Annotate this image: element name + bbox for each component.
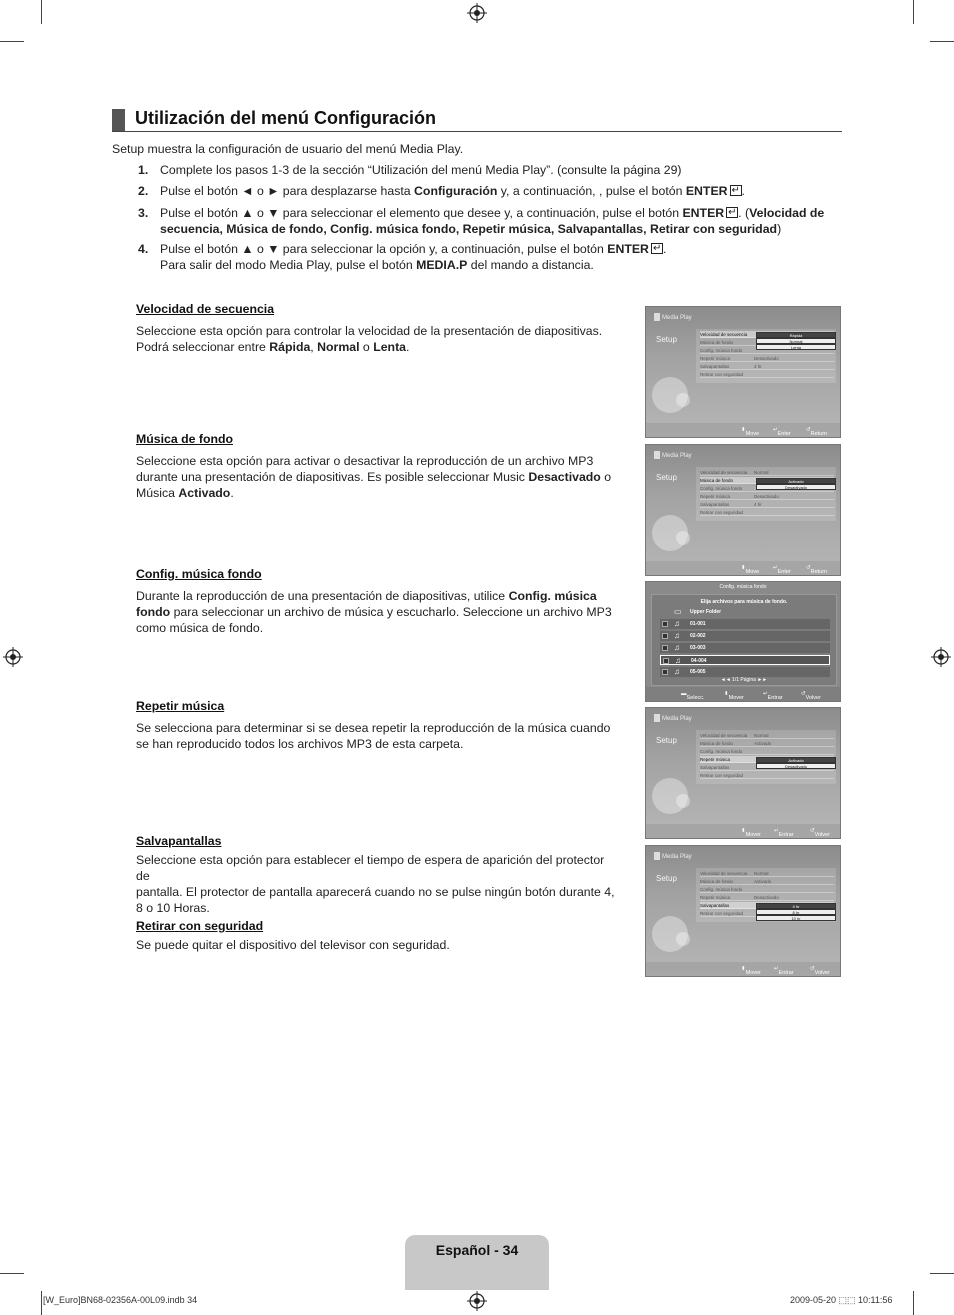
option-item[interactable]: Activado xyxy=(756,757,836,763)
return-hint: ↺ Return xyxy=(806,427,828,437)
gear-icon xyxy=(676,932,690,946)
menu-row[interactable]: Repetir música Desactivado xyxy=(700,894,834,901)
menu-row[interactable]: Salvapantallas xyxy=(700,902,834,909)
step-text: Complete los pasos 1-3 de la sección “Utilización del menú Media Play”. (consulte la página 29) xyxy=(160,163,682,177)
menu-row[interactable]: Config. música fondo xyxy=(700,886,834,893)
option-item[interactable]: 4 hr xyxy=(756,903,836,909)
checkbox[interactable] xyxy=(662,633,668,639)
setup-label: Setup xyxy=(656,473,677,482)
menu-row[interactable]: Salvapantallas 4 hr xyxy=(700,363,834,370)
file-row[interactable]: ♫ 03-003 xyxy=(660,643,830,653)
menu-row[interactable]: Velocidad de secuencia Normal xyxy=(700,870,834,877)
move-hint: ⬍ Mover xyxy=(724,691,744,701)
step-text: Pulse el botón ▲ o ▼ para seleccionar la opción y, a continuación, pulse el botón ENTER↵ . Para salir del modo Media Play, pulse el botón MEDIA.P del mando a distancia. xyxy=(160,241,840,273)
menu-row[interactable]: Retirar con seguridad xyxy=(700,910,834,917)
menu-row[interactable]: Salvapantallas xyxy=(700,764,834,771)
move-hint: ⬍ Move xyxy=(741,565,760,575)
enter-hint: ↵ Entrar xyxy=(774,966,794,976)
setup-label: Setup xyxy=(656,335,677,344)
crop-mark xyxy=(0,1273,24,1274)
file-row[interactable]: ♫ 01-001 xyxy=(660,619,830,629)
browser-subtitle: Elija archivos para música de fondo. xyxy=(700,599,788,605)
media-play-logo: Media Play xyxy=(654,852,692,860)
screen-velocidad xyxy=(645,306,841,438)
return-hint: ↺ Return xyxy=(806,565,828,575)
screen-musica xyxy=(645,444,841,576)
crop-mark xyxy=(930,1273,954,1274)
menu-row[interactable]: Retirar con seguridad xyxy=(700,509,834,516)
screen-footer xyxy=(646,962,840,976)
move-hint: ⬍ Mover xyxy=(741,828,761,838)
gear-icon xyxy=(676,794,690,808)
checkbox[interactable] xyxy=(662,621,668,627)
crop-mark xyxy=(930,41,954,42)
menu-row[interactable]: Config. música fondo xyxy=(700,748,834,755)
menu-row[interactable]: Config. música fondo xyxy=(700,485,834,492)
checkbox[interactable] xyxy=(662,645,668,651)
section-body-velocidad: Seleccione esta opción para controlar la velocidad de la presentación de diapositivas. Podrá seleccionar entre Rápida, Normal o Lenta. xyxy=(136,324,603,354)
registration-mark-icon xyxy=(3,647,23,667)
option-item[interactable]: Desactivado xyxy=(756,484,836,490)
menu-row[interactable]: Salvapantallas 4 hr xyxy=(700,501,834,508)
menu-row[interactable]: Retirar con seguridad xyxy=(700,772,834,779)
registration-mark-icon xyxy=(931,647,951,667)
section-heading-repetir: Repetir música xyxy=(136,699,225,713)
file-row[interactable]: ♫ 05-005 xyxy=(660,667,830,677)
option-item[interactable]: Activado xyxy=(756,478,836,484)
section-heading-musica: Música de fondo xyxy=(136,432,234,446)
gear-icon xyxy=(676,393,690,407)
screen-footer xyxy=(646,824,840,838)
enter-icon xyxy=(730,185,742,196)
crop-mark xyxy=(913,1291,914,1315)
file-row[interactable]: ♫ 02-002 xyxy=(660,631,830,641)
enter-icon xyxy=(726,207,738,218)
option-item[interactable]: Rápida xyxy=(756,332,836,338)
gear-icon xyxy=(676,531,690,545)
menu-row[interactable]: Velocidad de secuencia Normal xyxy=(700,732,834,739)
crop-mark xyxy=(0,41,24,42)
crop-mark xyxy=(41,0,42,24)
option-item[interactable]: 10 hr xyxy=(756,915,836,921)
step-number: 2. xyxy=(138,184,149,198)
media-play-logo: Media Play xyxy=(654,714,692,722)
menu-row[interactable]: Retirar con seguridad xyxy=(700,371,834,378)
browser-title: Config. música fondo xyxy=(719,584,767,590)
menu-row[interactable]: Repetir música Desactivado xyxy=(700,493,834,500)
media-play-logo: Media Play xyxy=(654,313,692,321)
menu-row[interactable]: Música de fondo Activado xyxy=(700,740,834,747)
menu-row[interactable]: Música de fondo xyxy=(700,477,834,484)
section-heading-config: Config. música fondo xyxy=(136,567,262,581)
folder-icon: ▭ xyxy=(674,607,682,616)
setup-label: Setup xyxy=(656,874,677,883)
section-body-config: Durante la reproducción de una presentación de diapositivas, utilice Config. música fondo para seleccionar un archivo de música y escucharlo. Seleccione un archivo MP3 como música de fondo. xyxy=(136,589,612,635)
section-body-musica: Seleccione esta opción para activar o desactivar la reproducción de un archivo MP3 durante una presentación de diapositivas. Es posible seleccionar Music Desactivado o Música Activado. xyxy=(136,454,612,500)
music-note-icon: ♫ xyxy=(675,656,681,665)
screen-footer xyxy=(646,561,840,575)
title-divider xyxy=(112,131,842,132)
option-item[interactable]: Normal xyxy=(756,338,836,344)
enter-hint: ↵ Enter xyxy=(773,565,791,575)
page-title: Utilización del menú Configuración xyxy=(135,108,437,128)
move-hint: ⬍ Mover xyxy=(741,966,761,976)
enter-icon xyxy=(651,243,663,254)
option-item[interactable]: Lenta xyxy=(756,344,836,350)
return-hint: ↺ Volver xyxy=(810,828,830,838)
select-hint: ▬ Selecc. xyxy=(681,691,705,701)
file-row[interactable]: ♫ 04-004 xyxy=(660,655,830,665)
screen-footer xyxy=(646,423,840,437)
music-note-icon: ♫ xyxy=(674,619,680,628)
return-hint: ↺ Volver xyxy=(801,691,821,701)
section-body-retirar: Se puede quitar el dispositivo del televisor con seguridad. xyxy=(136,938,450,952)
file-browser xyxy=(651,594,837,686)
enter-hint: ↵ Entrar xyxy=(763,691,783,701)
registration-mark-icon xyxy=(467,1291,487,1311)
setup-label: Setup xyxy=(656,736,677,745)
menu-row[interactable]: Repetir música xyxy=(700,756,834,763)
menu-row[interactable]: Repetir música Desactivado xyxy=(700,355,834,362)
step-number: 1. xyxy=(138,163,149,177)
enter-hint: ↵ Enter xyxy=(773,427,791,437)
checkbox[interactable] xyxy=(663,658,669,664)
screen-salvapantallas xyxy=(645,845,841,977)
step-number: 3. xyxy=(138,206,149,220)
registration-mark-icon xyxy=(467,3,487,23)
music-note-icon: ♫ xyxy=(674,643,680,652)
menu-row[interactable]: Música de fondo xyxy=(700,339,834,346)
step-text: Pulse el botón ◄ o ► para desplazarse hasta Configuración y, a continuación, , pulse el botón ENTER↵ . xyxy=(160,183,840,199)
folder-row[interactable]: ▭ Upper Folder xyxy=(674,607,722,616)
enter-hint: ↵ Entrar xyxy=(774,828,794,838)
menu-row[interactable]: Config. música fondo xyxy=(700,347,834,354)
menu-row[interactable]: Velocidad de secuencia Normal xyxy=(700,469,834,476)
intro-text: Setup muestra la configuración de usuario del menú Media Play. xyxy=(112,142,464,156)
section-body-salvapantallas: Seleccione esta opción para establecer el tiempo de espera de aparición del protector de pantalla. El protector de pantalla aparecerá cuando no se pulse ningún botón durante 4, 8 o 10 Horas. xyxy=(136,853,615,915)
screen-footer xyxy=(646,687,840,701)
screen-repetir xyxy=(645,707,841,839)
music-note-icon: ♫ xyxy=(674,631,680,640)
pager[interactable]: ◄◄ 1/1 Página ►► xyxy=(720,677,768,683)
move-hint: ⬍ Move xyxy=(741,427,760,437)
crop-mark xyxy=(41,1291,42,1315)
screen-config-musica xyxy=(645,581,841,702)
checkbox[interactable] xyxy=(662,669,668,675)
media-play-logo: Media Play xyxy=(654,451,692,459)
return-hint: ↺ Volver xyxy=(810,966,830,976)
section-heading-velocidad: Velocidad de secuencia xyxy=(136,302,275,316)
print-file-info: [W_Euro]BN68-02356A-00L09.indb 34 xyxy=(43,1295,198,1305)
step-text: Pulse el botón ▲ o ▼ para seleccionar el elemento que desee y, a continuación, pulse el botón ENTER↵ . (Velocidad de secuencia, Música de fondo, Config. música fondo, Repetir música, Salvapantallas, Retirar con seguridad) xyxy=(160,205,840,237)
section-heading-salvapantallas: Salvapantallas xyxy=(136,834,222,848)
step-number: 4. xyxy=(138,242,149,256)
music-note-icon: ♫ xyxy=(674,667,680,676)
print-timestamp: 2009-05-20 ⬚⬚ 10:11:56 xyxy=(790,1295,893,1305)
option-item[interactable]: Desactivado xyxy=(756,763,836,769)
page-number: Español - 34 xyxy=(435,1242,519,1258)
menu-row[interactable]: Música de fondo Activado xyxy=(700,878,834,885)
option-item[interactable]: 8 hr xyxy=(756,909,836,915)
section-body-repetir: Se selecciona para determinar si se desea repetir la reproducción de la música cuando se han reproducido todos los archivos MP3 de esta carpeta. xyxy=(136,721,611,751)
title-marker xyxy=(112,109,125,131)
section-heading-retirar: Retirar con seguridad xyxy=(136,919,264,933)
menu-row[interactable]: Velocidad de secuencia xyxy=(700,331,834,338)
crop-mark xyxy=(913,0,914,24)
